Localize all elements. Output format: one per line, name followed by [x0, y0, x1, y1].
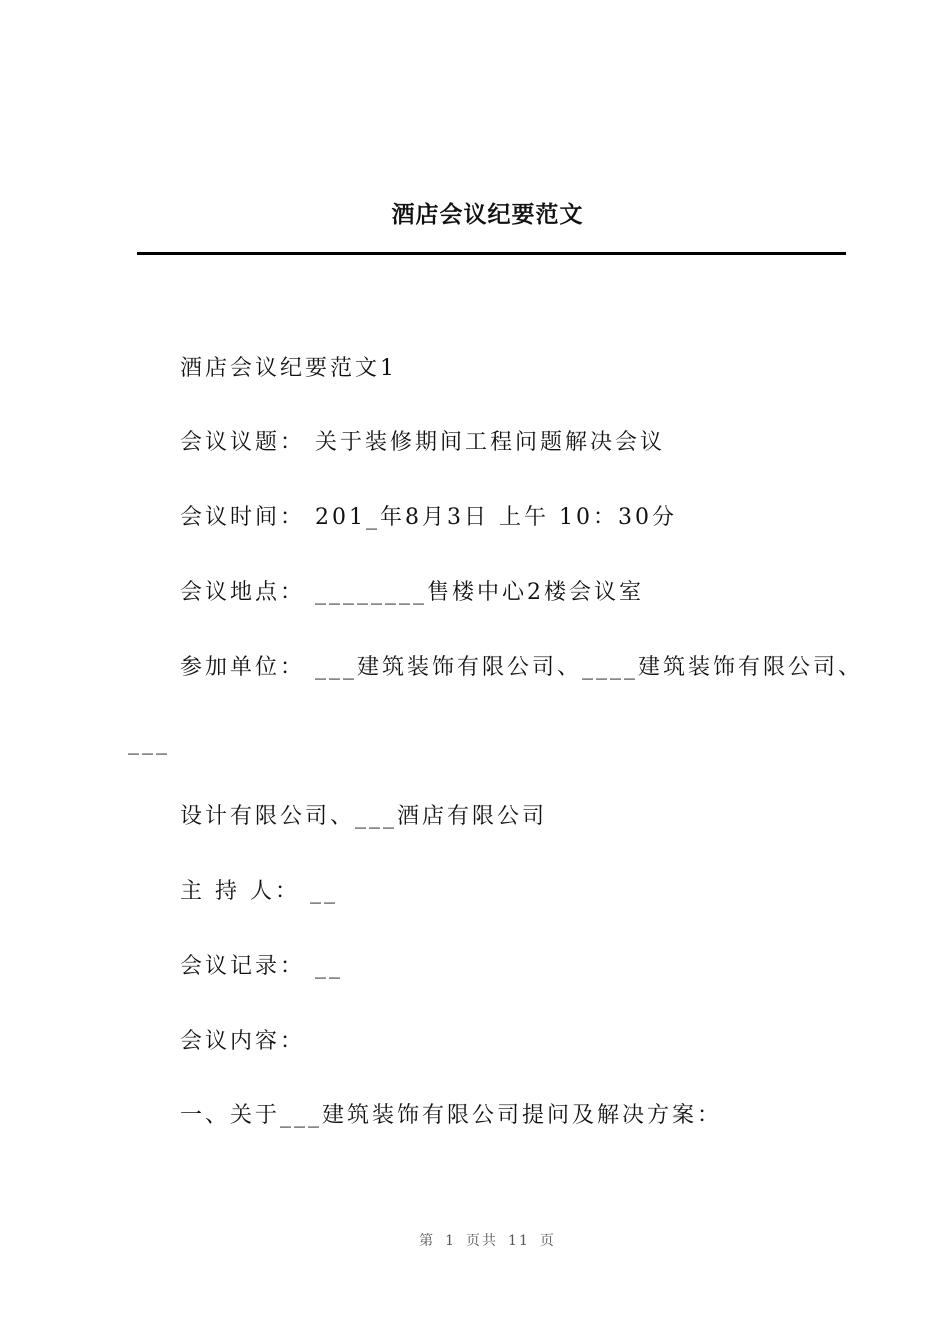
host: 主 持 人： __ — [180, 879, 338, 904]
footer-prefix: 第 — [419, 1233, 436, 1249]
participants-line-2: 设计有限公司、___酒店有限公司 — [180, 804, 548, 829]
footer-suffix: 页 — [539, 1233, 556, 1249]
participants-continued: ___ — [128, 730, 170, 755]
recorder: 会议记录： __ — [180, 954, 343, 979]
meeting-time: 会议时间： 201_年8月3日 上午 10：30分 — [180, 505, 677, 530]
footer-total-pages: 11 — [508, 1233, 530, 1249]
page-footer — [0, 1230, 950, 1250]
footer-page-number: 1 — [445, 1233, 457, 1249]
footer-middle: 页共 — [466, 1233, 499, 1249]
item-one-heading: 一、关于___建筑装饰有限公司提问及解决方案： — [180, 1103, 723, 1128]
meeting-content-label: 会议内容： — [180, 1029, 306, 1054]
document-title: 酒店会议纪要范文 — [391, 201, 584, 228]
meeting-location: 会议地点： ________售楼中心2楼会议室 — [180, 580, 644, 605]
meeting-topic: 会议议题： 关于装修期间工程问题解决会议 — [180, 430, 665, 455]
participants: 参加单位： ___建筑装饰有限公司、____建筑装饰有限公司、 — [180, 655, 863, 680]
section-heading: 酒店会议纪要范文1 — [180, 356, 397, 381]
title-divider — [137, 252, 846, 255]
